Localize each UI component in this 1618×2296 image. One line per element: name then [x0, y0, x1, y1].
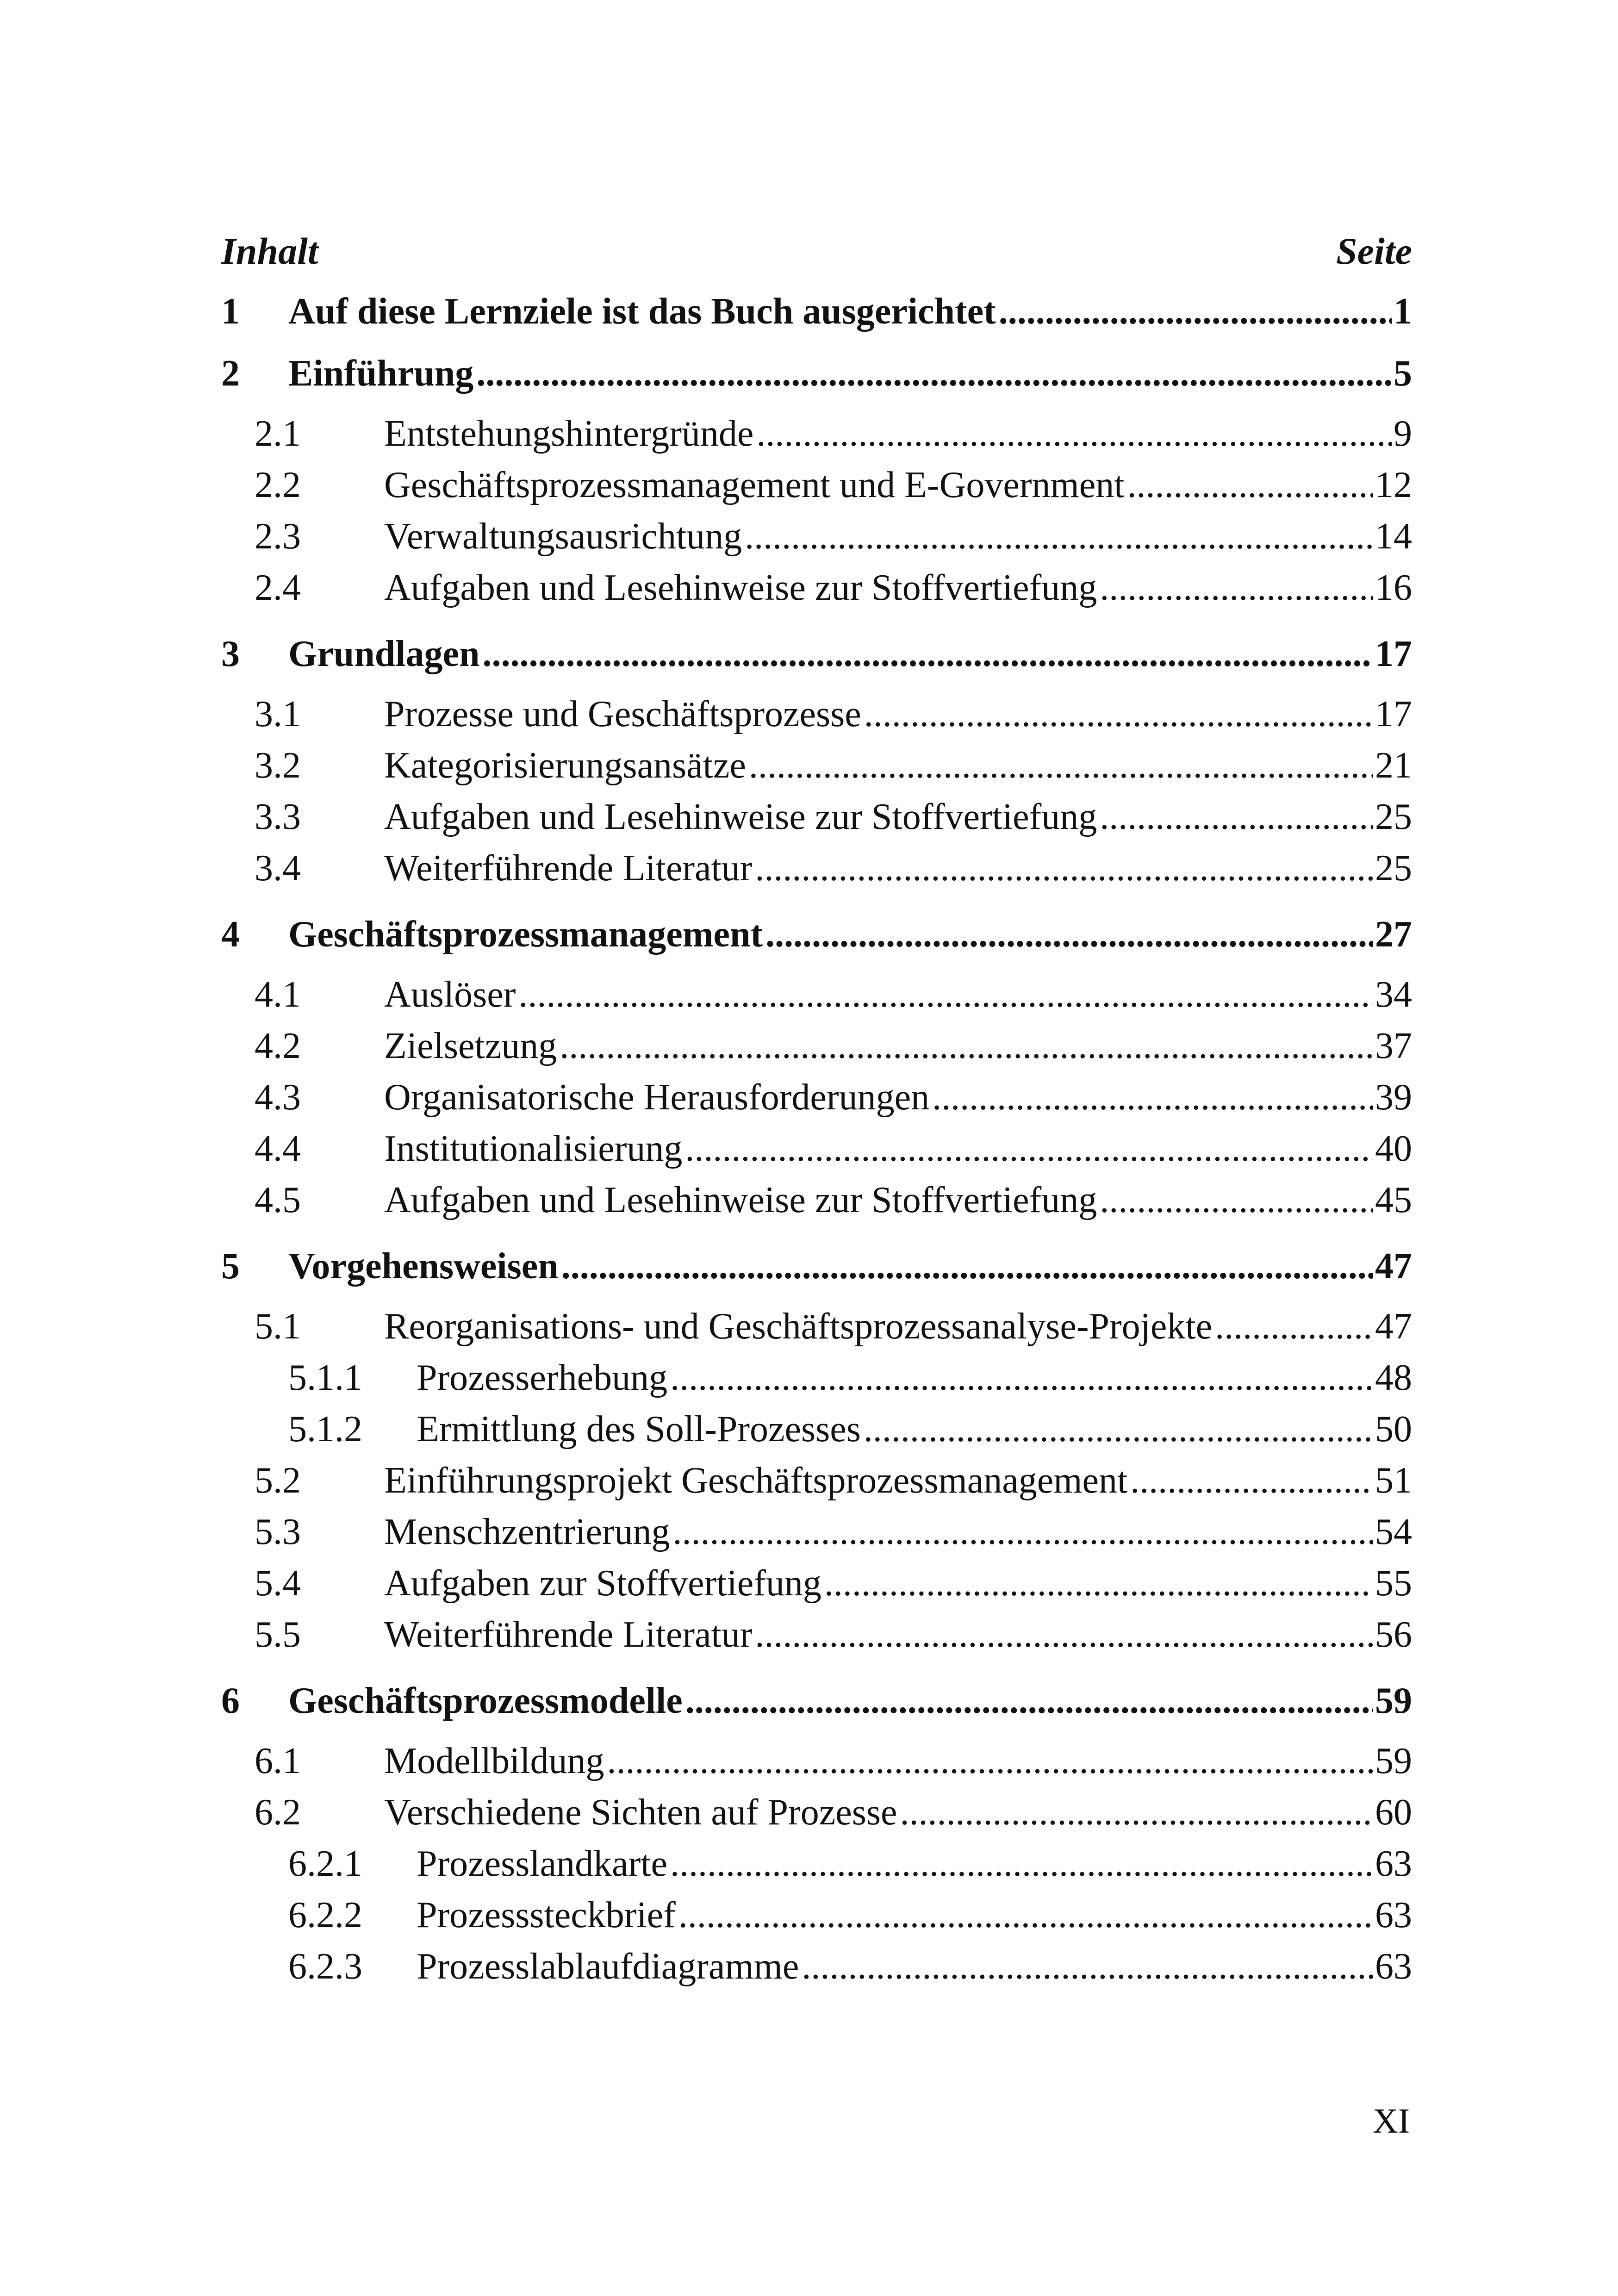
toc-dot-leader [670, 1838, 1373, 1890]
toc-entry-page: 40 [1375, 1128, 1412, 1169]
toc-entry-title: Prozesslablaufdiagramme [417, 1946, 799, 1987]
toc-entry-level-3 [221, 1838, 1412, 1890]
toc-entry-number: 2.1 [255, 413, 301, 454]
toc-entry-number: 3.4 [255, 848, 301, 889]
toc-entry-title: Menschzentrierung [384, 1512, 670, 1552]
toc-entry-page: 45 [1375, 1180, 1412, 1220]
toc-entry-number: 6.2 [255, 1792, 301, 1833]
toc-entry-title: Prozesslandkarte [417, 1843, 668, 1884]
toc-entry-number: 1 [221, 291, 240, 332]
toc-entry-level-1 [221, 1235, 1412, 1297]
toc-entry-level-2 [221, 1609, 1412, 1661]
toc-dot-leader [900, 1787, 1373, 1838]
toc-entry-title: Grundlagen [288, 634, 480, 674]
toc-entry-level-3 [221, 1404, 1412, 1455]
toc-entry-level-3 [221, 1890, 1412, 1941]
toc-entry-page: 48 [1375, 1357, 1412, 1398]
toc-entry-number: 4 [221, 914, 240, 955]
page-number-folio: XI [1373, 2102, 1410, 2140]
toc-entry-level-3 [221, 1352, 1412, 1404]
toc-entry-level-2 [221, 1787, 1412, 1838]
toc-entry-title: Geschäftsprozessmodelle [288, 1680, 683, 1721]
toc-entry-title: Prozesssteckbrief [417, 1895, 676, 1935]
toc-entry-number: 3 [221, 634, 240, 674]
toc-entry-number: 4.3 [255, 1077, 301, 1118]
toc-entry-page: 50 [1375, 1409, 1412, 1450]
toc-dot-leader [607, 1736, 1373, 1787]
toc-header-contents-label: Inhalt [221, 230, 318, 272]
toc-dot-leader [749, 740, 1373, 791]
toc-entry-level-2 [221, 1072, 1412, 1123]
toc-header-page-label: Seite [1336, 230, 1412, 272]
toc-entry-title: Reorganisations- und Geschäftsprozessanalyse-Projekte [384, 1306, 1213, 1347]
toc-entry-title: Weiterführende Literatur [384, 848, 753, 889]
toc-entry-number: 4.4 [255, 1128, 301, 1169]
toc-entry-level-2 [221, 1736, 1412, 1787]
toc-entry-page: 51 [1375, 1460, 1412, 1501]
toc-entry-page: 60 [1375, 1792, 1412, 1833]
toc-entry-level-2 [221, 1020, 1412, 1072]
toc-entry-number: 4.5 [255, 1180, 301, 1220]
table-of-contents [221, 220, 1412, 2002]
toc-entry-page: 63 [1375, 1895, 1412, 1935]
toc-entry-title: Institutionalisierung [384, 1128, 683, 1169]
toc-dot-leader [1100, 1175, 1373, 1226]
toc-dot-leader [673, 1506, 1373, 1558]
toc-entry-title: Modellbildung [384, 1741, 604, 1781]
toc-entry-number: 6.1 [255, 1741, 301, 1781]
toc-entry-title: Verwaltungsausrichtung [384, 516, 742, 557]
toc-entry-title: Aufgaben und Lesehinweise zur Stoffvertiefung [384, 1180, 1097, 1220]
toc-entry-number: 5.1.2 [288, 1409, 362, 1450]
toc-entry-title: Aufgaben zur Stoffvertiefung [384, 1563, 821, 1604]
toc-dot-leader [824, 1558, 1373, 1609]
toc-entry-page: 14 [1375, 516, 1412, 557]
toc-entries [221, 280, 1412, 1992]
toc-entry-title: Aufgaben und Lesehinweise zur Stoffvertiefung [384, 567, 1097, 608]
toc-dot-leader [765, 903, 1373, 965]
toc-entry-number: 2 [221, 353, 240, 394]
toc-entry-title: Einführung [288, 353, 474, 394]
toc-entry-level-1 [221, 342, 1412, 404]
toc-entry-page: 17 [1375, 694, 1412, 734]
toc-entry-level-2 [221, 1175, 1412, 1226]
toc-entry-page: 47 [1375, 1306, 1412, 1347]
toc-dot-leader [482, 623, 1373, 685]
toc-entry-title: Prozesserhebung [417, 1357, 668, 1398]
toc-entry-page: 21 [1375, 745, 1412, 786]
toc-dot-leader [561, 1235, 1373, 1297]
toc-dot-leader [999, 280, 1392, 342]
toc-entry-level-2 [221, 1123, 1412, 1175]
toc-entry-number: 5 [221, 1246, 240, 1287]
toc-entry-number: 3.2 [255, 745, 301, 786]
toc-dot-leader [745, 511, 1373, 562]
toc-entry-level-2 [221, 562, 1412, 614]
toc-dot-leader [756, 408, 1392, 460]
toc-dot-leader [1127, 460, 1373, 511]
toc-dot-leader [1130, 1455, 1373, 1506]
toc-entry-title: Zielsetzung [384, 1026, 557, 1066]
toc-entry-number: 6.2.2 [288, 1895, 362, 1935]
toc-entry-page: 47 [1375, 1246, 1412, 1287]
toc-entry-level-2 [221, 1455, 1412, 1506]
toc-entry-page: 9 [1394, 413, 1412, 454]
toc-entry-level-3 [221, 1941, 1412, 1992]
toc-entry-title: Aufgaben und Lesehinweise zur Stoffvertiefung [384, 796, 1097, 837]
toc-entry-page: 59 [1375, 1680, 1412, 1721]
toc-entry-number: 5.2 [255, 1460, 301, 1501]
toc-entry-title: Kategorisierungsansätze [384, 745, 746, 786]
toc-dot-leader [864, 1404, 1373, 1455]
toc-entry-title: Organisatorische Herausforderungen [384, 1077, 930, 1118]
toc-entry-page: 27 [1375, 914, 1412, 955]
toc-entry-number: 4.2 [255, 1026, 301, 1066]
toc-entry-level-2 [221, 1301, 1412, 1352]
toc-dot-leader [932, 1072, 1373, 1123]
toc-dot-leader [755, 843, 1373, 894]
toc-entry-title: Auslöser [384, 974, 516, 1015]
toc-entry-title: Weiterführende Literatur [384, 1614, 753, 1655]
toc-entry-title: Ermittlung des Soll-Prozesses [417, 1409, 861, 1450]
toc-entry-page: 63 [1375, 1843, 1412, 1884]
toc-entry-page: 25 [1375, 796, 1412, 837]
toc-entry-page: 55 [1375, 1563, 1412, 1604]
toc-dot-leader [864, 689, 1373, 740]
toc-entry-level-1 [221, 1670, 1412, 1732]
toc-entry-level-2 [221, 460, 1412, 511]
toc-dot-leader [518, 969, 1373, 1020]
toc-entry-number: 2.3 [255, 516, 301, 557]
toc-entry-title: Entstehungshintergründe [384, 413, 754, 454]
toc-entry-number: 2.2 [255, 465, 301, 505]
toc-entry-title: Einführungsprojekt Geschäftsprozessmanagement [384, 1460, 1128, 1501]
toc-entry-number: 3.1 [255, 694, 301, 734]
toc-dot-leader [678, 1890, 1373, 1941]
toc-entry-level-2 [221, 740, 1412, 791]
toc-entry-page: 63 [1375, 1946, 1412, 1987]
toc-entry-title: Verschiedene Sichten auf Prozesse [384, 1792, 897, 1833]
toc-entry-title: Prozesse und Geschäftsprozesse [384, 694, 861, 734]
toc-entry-page: 39 [1375, 1077, 1412, 1118]
toc-entry-page: 16 [1375, 567, 1412, 608]
toc-entry-level-2 [221, 1558, 1412, 1609]
toc-entry-number: 6 [221, 1680, 240, 1721]
toc-entry-page: 54 [1375, 1512, 1412, 1552]
toc-entry-number: 5.1 [255, 1306, 301, 1347]
toc-entry-level-1 [221, 623, 1412, 685]
toc-entry-title: Geschäftsprozessmanagement und E-Government [384, 465, 1125, 505]
toc-entry-level-2 [221, 1506, 1412, 1558]
toc-dot-leader [1100, 562, 1373, 614]
toc-entry-page: 37 [1375, 1026, 1412, 1066]
toc-entry-page: 5 [1394, 353, 1412, 394]
toc-entry-number: 3.3 [255, 796, 301, 837]
toc-dot-leader [755, 1609, 1373, 1661]
toc-entry-page: 1 [1394, 291, 1412, 332]
toc-entry-title: Geschäftsprozessmanagement [288, 914, 763, 955]
toc-entry-number: 5.1.1 [288, 1357, 362, 1398]
toc-entry-page: 17 [1375, 634, 1412, 674]
toc-entry-page: 59 [1375, 1741, 1412, 1781]
toc-entry-level-2 [221, 408, 1412, 460]
toc-entry-page: 56 [1375, 1614, 1412, 1655]
toc-entry-number: 2.4 [255, 567, 301, 608]
toc-dot-leader [560, 1020, 1373, 1072]
toc-dot-leader [1100, 791, 1373, 843]
toc-entry-page: 12 [1375, 465, 1412, 505]
toc-entry-level-2 [221, 791, 1412, 843]
toc-entry-level-2 [221, 843, 1412, 894]
toc-dot-leader [1215, 1301, 1373, 1352]
toc-dot-leader [476, 342, 1392, 404]
toc-entry-number: 5.3 [255, 1512, 301, 1552]
toc-dot-leader [802, 1941, 1373, 1992]
toc-entry-page: 34 [1375, 974, 1412, 1015]
toc-dot-leader [670, 1352, 1373, 1404]
toc-entry-level-1 [221, 903, 1412, 965]
toc-entry-number: 6.2.3 [288, 1946, 362, 1987]
toc-dot-leader [685, 1670, 1373, 1732]
toc-entry-level-2 [221, 689, 1412, 740]
toc-entry-number: 4.1 [255, 974, 301, 1015]
toc-entry-number: 5.5 [255, 1614, 301, 1655]
toc-entry-level-2 [221, 511, 1412, 562]
toc-dot-leader [685, 1123, 1373, 1175]
toc-header [221, 220, 1412, 280]
toc-entry-title: Auf diese Lernziele ist das Buch ausgerichtet [288, 291, 996, 332]
toc-entry-number: 6.2.1 [288, 1843, 362, 1884]
toc-entry-page: 25 [1375, 848, 1412, 889]
toc-entry-number: 5.4 [255, 1563, 301, 1604]
toc-entry-title: Vorgehensweisen [288, 1246, 559, 1287]
toc-entry-level-1 [221, 280, 1412, 342]
toc-entry-level-2 [221, 969, 1412, 1020]
